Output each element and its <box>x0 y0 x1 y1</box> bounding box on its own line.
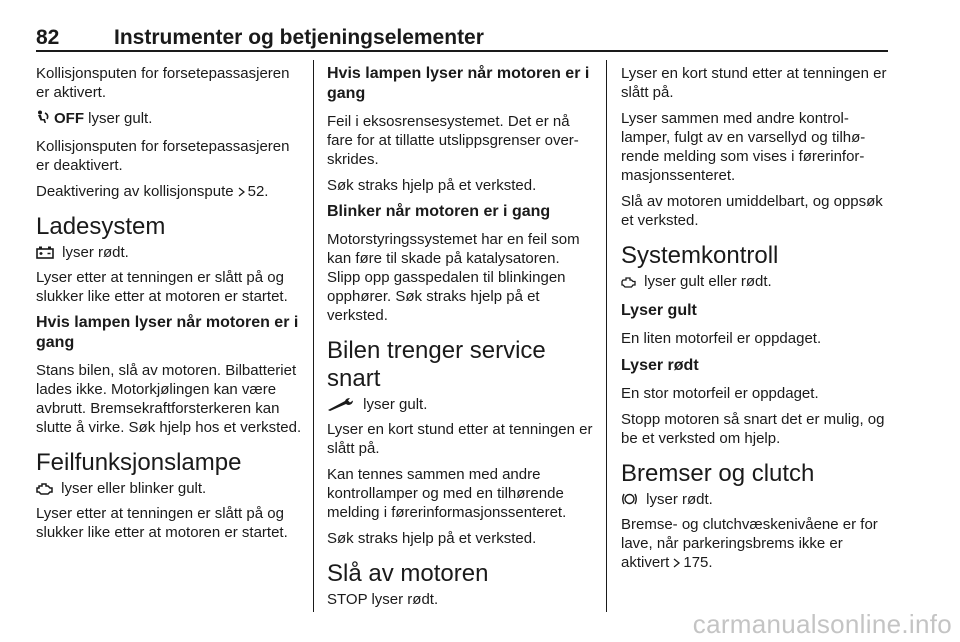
paragraph: Lyser sammen med andre kontrollamper, fulgt av en varsellyd og tilhørende melding som vises i førerinformasjonssenteret. <box>621 110 866 184</box>
paragraph: Søk straks hjelp på et verksted. <box>327 177 537 194</box>
wrench-line <box>327 395 595 416</box>
airbag-off-text: lyser gult. <box>84 110 153 127</box>
paragraph: Kan tennes sammen med andre kontrollamper og med en tilhørende melding i førerinformasjonssenteret. <box>327 466 567 521</box>
paragraph: Stopp motoren så snart det er mulig, og be et verksted om hjelp. <box>621 411 885 447</box>
page-ref[interactable]: 175. <box>683 554 713 571</box>
page-ref-arrow-icon <box>673 554 680 564</box>
subheading: Hvis lampen lyser når motoren er i gang <box>327 65 590 102</box>
system-check-line <box>621 272 889 293</box>
brake-text: lyser rødt. <box>642 491 713 508</box>
paragraph: En liten motorfeil er oppdaget. <box>621 330 822 347</box>
wrench-text: lyser gult. <box>359 396 428 413</box>
watermark: carmanualsonline.info <box>692 609 952 639</box>
column-3 <box>621 64 889 579</box>
column-2 <box>327 64 595 616</box>
section-heading-stop: Slå av motoren <box>327 560 489 587</box>
column-1 <box>36 64 304 549</box>
paragraph: Slå av motoren umiddelbart, og oppsøk et verksted. <box>621 193 883 229</box>
cross-reference <box>36 182 304 201</box>
cross-reference-text: Bremse- og clutchvæskenivåene er for lave, når parkeringsbrems ikke er aktivert <box>621 516 878 571</box>
engine-check-icon <box>621 274 636 293</box>
engine-line <box>36 479 304 500</box>
section-heading-service: Bilen trenger service snart <box>327 337 546 392</box>
cross-reference-text: Deaktivering av kollisjonspute <box>36 183 234 200</box>
paragraph: Lyser etter at tenningen er slått på og slukker like etter at motoren er startet. <box>36 505 288 541</box>
section-heading-feilfunksjonslampe: Feilfunksjonslampe <box>36 449 242 476</box>
stop-line: STOP lyser rødt. <box>327 591 439 608</box>
page-title: Instrumenter og betjeningselementer <box>114 26 484 49</box>
brake-warning-icon <box>621 492 638 511</box>
airbag-off-icon <box>36 110 50 130</box>
section-heading-systemkontroll: Systemkontroll <box>621 242 779 269</box>
paragraph: Stans bilen, slå av motoren. Bilbatteriet lades ikke. Motorkjølingen kan være avbrutt. Bremsekraftforsterkeren kan slutte å virke. Søk hjelp hos et verksted. <box>36 362 302 436</box>
airbag-off-line <box>36 109 304 130</box>
battery-line <box>36 243 304 264</box>
cross-reference <box>621 515 889 572</box>
engine-text: lyser eller blinker gult. <box>57 480 207 497</box>
page-header <box>36 26 888 52</box>
battery-text: lyser rødt. <box>58 244 129 261</box>
paragraph: Feil i eksosrensesystemet. Det er nå fare for at tillatte utslippsgrenser overskrides. <box>327 113 579 168</box>
section-heading-bremser: Bremser og clutch <box>621 460 815 487</box>
paragraph: Lyser etter at tenningen er slått på og slukker like etter at motoren er startet. <box>36 269 288 305</box>
paragraph: Motorstyringssystemet har en feil som kan føre til skade på katalysatoren. Slipp opp gasspedalen til blinkingen opphører. Søk straks hjelp på et verksted. <box>327 231 580 324</box>
paragraph: Kollisjonsputen for forsetepassasjeren er aktivert. <box>36 65 290 101</box>
subheading: Lyser rødt <box>621 357 699 374</box>
column-divider-1 <box>313 60 314 612</box>
paragraph: En stor motorfeil er oppdaget. <box>621 385 819 402</box>
subheading: Blinker når motoren er i gang <box>327 203 551 220</box>
airbag-off-label: OFF <box>54 110 84 127</box>
wrench-icon <box>327 397 355 416</box>
page-ref[interactable]: 52. <box>247 183 269 200</box>
header-rule <box>36 50 888 52</box>
section-heading-ladesystem: Ladesystem <box>36 213 166 240</box>
system-check-text: lyser gult eller rødt. <box>640 273 772 290</box>
subheading: Hvis lampen lyser når motoren er i gang <box>36 314 299 351</box>
paragraph: Lyser en kort stund etter at tenningen er slått på. <box>327 421 593 457</box>
page-number: 82 <box>36 26 60 49</box>
engine-icon <box>36 481 53 500</box>
column-divider-2 <box>606 60 607 612</box>
paragraph: Lyser en kort stund etter at tenningen er slått på. <box>621 65 887 101</box>
battery-icon <box>36 245 54 264</box>
brake-line <box>621 490 889 511</box>
subheading: Lyser gult <box>621 302 697 319</box>
paragraph: Kollisjonsputen for forsetepassasjeren er deaktivert. <box>36 138 290 174</box>
paragraph: Søk straks hjelp på et verksted. <box>327 530 537 547</box>
page-ref-arrow-icon <box>238 183 245 193</box>
